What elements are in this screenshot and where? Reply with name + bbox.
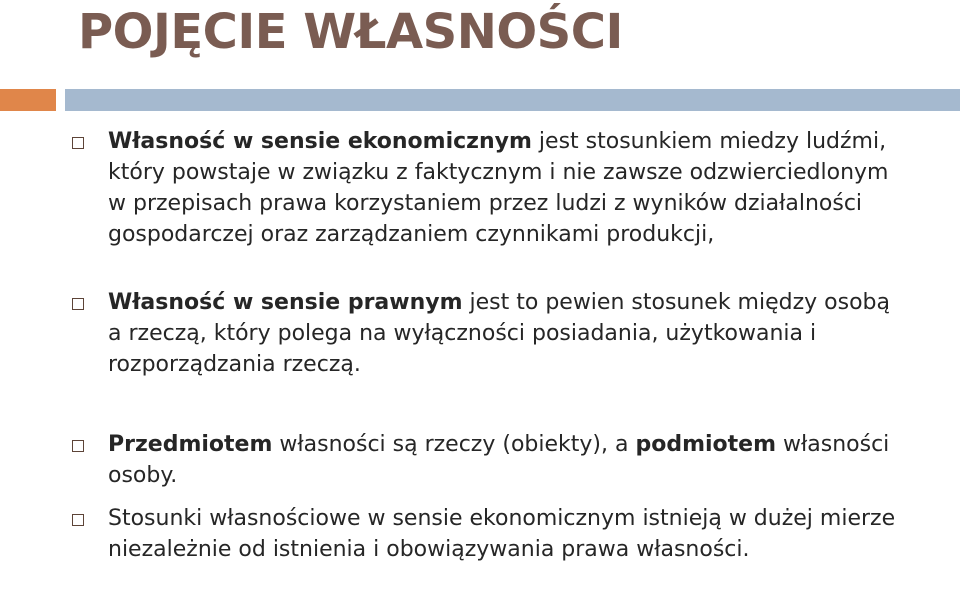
checkbox-bullet-icon (72, 440, 84, 452)
list-item (108, 503, 908, 565)
bullet-text: jest stosunkiem miedzy ludźmi, który powstaje w związku z faktycznym i nie zawsze odzwierciedlonym w przepisach prawa korzystaniem przez ludzi z wyników działalności gospodarczej oraz zarządzaniem czynnikami produkcji, (108, 129, 889, 247)
checkbox-bullet-icon (72, 514, 84, 526)
bullet-text: Stosunki własnościowe w sensie ekonomicznym istnieją w dużej mierze niezależnie od istnienia i obowiązywania prawa własności. (108, 506, 896, 562)
checkbox-bullet-icon (72, 137, 84, 149)
accent-bar-blue (65, 89, 960, 111)
bullet-text: jest to pewien stosunek między osobą a rzeczą, który polega na wyłączności posiadania, użytkowania i rozporządzania rzeczą. (108, 290, 890, 377)
bullet-bold-term: Własność w sensie ekonomicznym (108, 129, 532, 154)
bullet-bold-term: Przedmiotem (108, 432, 273, 457)
bullet-bold-term-2: podmiotem (635, 432, 777, 457)
bullet-bold-term: Własność w sensie prawnym (108, 290, 463, 315)
list-item (108, 126, 908, 250)
bullet-text: własności są rzeczy (obiekty), a (272, 432, 636, 457)
accent-bar-orange (0, 89, 56, 111)
list-item (108, 287, 908, 380)
slide-title: POJĘCIE WŁASNOŚCI (78, 4, 623, 60)
list-item (108, 429, 908, 491)
bullet-text-2: własności osoby. (108, 432, 890, 488)
checkbox-bullet-icon (72, 298, 84, 310)
